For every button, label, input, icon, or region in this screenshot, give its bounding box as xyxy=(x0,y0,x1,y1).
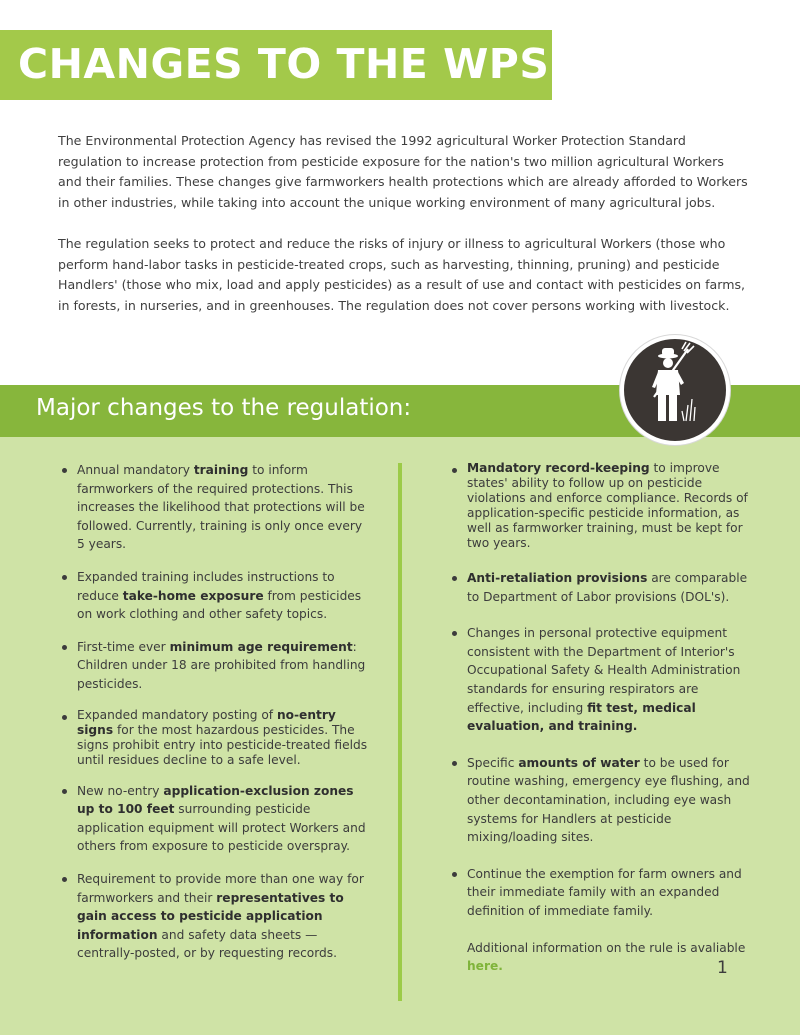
list-item: Mandatory record-keeping to improve states' ability to follow up on pesticide violations and enforce compliance. Records of application-specific pesticide information, as well as farmworker training, must be kept for two years. xyxy=(450,461,750,551)
intro-paragraph-1: The Environmental Protection Agency has revised the 1992 agricultural Worker Protection Standard regulation to increase protection from pesticide exposure for the nation's two million agricultural Workers and their families. These changes give farmworkers health protections which are already afforded to Workers in other industries, while taking into account the unique working environment of many agricultural jobs. xyxy=(58,133,748,210)
section-heading: Major changes to the regulation: xyxy=(36,395,412,421)
page-number: 1 xyxy=(717,958,728,978)
additional-info: Additional information on the rule is avaliable here. xyxy=(467,940,746,974)
title-banner xyxy=(0,30,552,100)
list-item: Continue the exemption for farm owners and their immediate family with an expanded definition of immediate family. xyxy=(450,865,750,921)
right-change-list xyxy=(450,461,750,921)
badge xyxy=(620,335,730,445)
list-item: Anti-retaliation provisions are comparable to Department of Labor provisions (DOL's). xyxy=(450,569,750,606)
list-item: Changes in personal protective equipment consistent with the Department of Interior's Occupational Safety & Health Administration standards for ensuring respirators are effective, including fit test, medical evaluation, and training. xyxy=(450,624,750,736)
list-item: First-time ever minimum age requirement: Children under 18 are prohibited from handling pesticides. xyxy=(60,638,372,694)
intro-text xyxy=(58,131,748,337)
right-column xyxy=(450,461,750,976)
intro-paragraph-2: The regulation seeks to protect and reduce the risks of injury or illness to agricultural Workers (those who perform hand-labor tasks in pesticide-treated crops, such as harvesting, thinning, pruning) and pesticide Handlers' (those who mix, load and apply pesticides) as a result of use and contact with pesticides on farms, in forests, in nurseries, and in greenhouses. The regulation does not cover persons working with livestock. xyxy=(58,235,746,313)
list-item: Annual mandatory training to inform farmworkers of the required protections. This increases the likelihood that protections will be followed. Currently, training is only once every 5 years. xyxy=(60,461,372,554)
list-item: Expanded training includes instructions to reduce take-home exposure from pesticides on work clothing and other safety topics. xyxy=(60,568,372,624)
left-change-list xyxy=(60,461,372,963)
more-info-link[interactable]: here. xyxy=(467,959,503,974)
list-item: Requirement to provide more than one way for farmworkers and their representatives to gain access to pesticide application information and safety data sheets — centrally-posted, or by requesting records. xyxy=(60,870,372,963)
page-title: CHANGES TO THE WPS xyxy=(18,40,550,88)
column-divider xyxy=(398,463,402,1001)
farmworker-with-pitchfork-icon xyxy=(624,339,726,441)
list-item: Specific amounts of water to be used for routine washing, emergency eye flushing, and other decontamination, including eye wash systems for Handlers at pesticide mixing/loading sites. xyxy=(450,754,750,847)
list-item: Expanded mandatory posting of no-entry signs for the most hazardous pesticides. The signs prohibit entry into pesticide-treated fields until residues decline to a safe level. xyxy=(60,708,372,768)
list-item: New no-entry application-exclusion zones up to 100 feet surrounding pesticide application equipment will protect Workers and others from exposure to pesticide overspray. xyxy=(60,782,372,856)
left-column xyxy=(60,461,372,977)
